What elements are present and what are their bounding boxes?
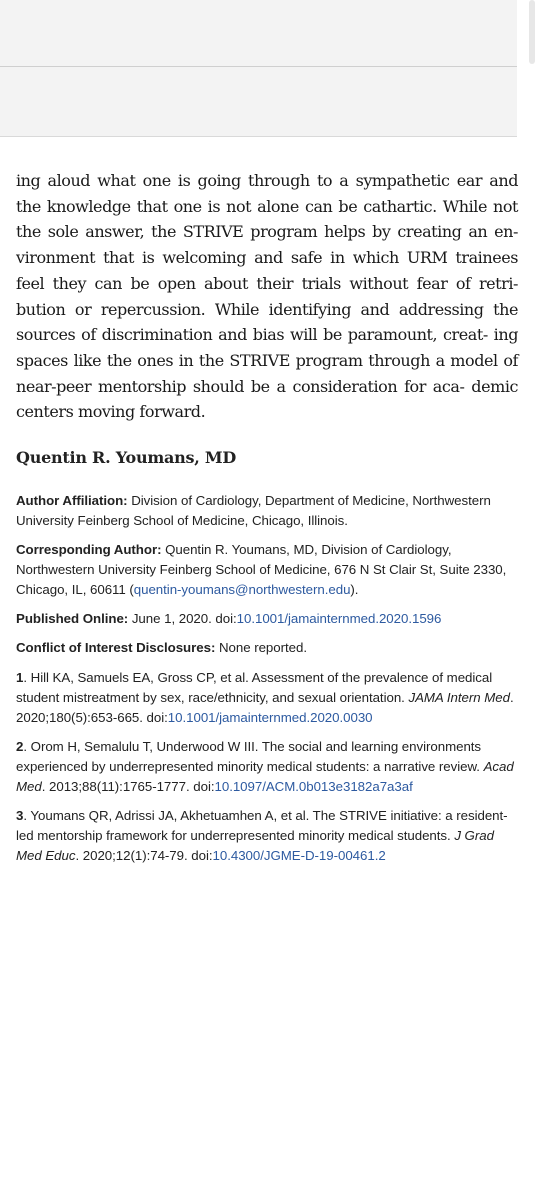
- body-line: vironment that is welcoming and safe in which URM trainees: [16, 248, 518, 268]
- reference-item: [16, 668, 518, 728]
- reference-citation: . 2020;180(5):653-665. doi:: [16, 690, 514, 726]
- reference-item: [16, 737, 518, 797]
- email-link[interactable]: quentin-youmans@northwestern.edu: [133, 582, 351, 598]
- reference-number: 3: [16, 808, 24, 824]
- body-line: sources of discrimination and bias will be paramount, creat-: [16, 325, 494, 345]
- affiliation-label: Author Affiliation:: [16, 493, 128, 509]
- body-line: the knowledge that one is not alone can be cathartic. While not: [16, 196, 518, 216]
- body-line: demic centers moving forward.: [16, 376, 518, 422]
- body-line: feel they can be open about their trials without fear of retri-: [16, 273, 518, 293]
- reference-journal: J Grad Med Educ: [16, 828, 494, 864]
- reference-journal: Acad Med: [16, 759, 514, 795]
- published-label: Published Online:: [16, 611, 129, 627]
- reference-list: [16, 668, 518, 866]
- body-line: ing aloud what one is going through to a sympathetic ear and: [16, 171, 518, 190]
- published-online: [16, 609, 518, 629]
- corresponding-text: Quentin R. Youmans, MD, Division of Cardiology, Northwestern University Feinberg School of Medicine, 676 N St Clair St, Suite 2330, Chicago, IL, 60611 (: [16, 542, 507, 598]
- reference-doi-link[interactable]: 10.4300/JGME-D-19-00461.2: [212, 848, 386, 864]
- corresponding-label: Corresponding Author:: [16, 542, 162, 558]
- reference-item: [16, 806, 518, 866]
- body-line: of near-peer mentorship should be a consideration for aca-: [16, 350, 518, 396]
- coi-label: Conflict of Interest Disclosures:: [16, 640, 216, 656]
- body-line: bution or repercussion. While identifying and addressing the: [16, 299, 518, 319]
- conflict-of-interest: [16, 638, 518, 658]
- article-content: [16, 168, 518, 875]
- reference-text: . Youmans QR, Adrissi JA, Akhetuamhen A, et al. The STRIVE initiative: a resident-led mentorship framework for underrepresented minority medical students.: [16, 808, 508, 844]
- reference-doi-link[interactable]: 10.1001/jamainternmed.2020.0030: [167, 710, 373, 726]
- reference-text: . Orom H, Semalulu T, Underwood W III. The social and learning environments experienced by underrepresented minority medical students: a narrative review.: [16, 739, 484, 775]
- scrollbar-track[interactable]: [517, 0, 539, 136]
- affiliation-text: Division of Cardiology, Department of Medicine, Northwestern University Feinberg School of Medicine, Chicago, Illinois.: [16, 493, 491, 529]
- corresponding-author: [16, 540, 518, 600]
- reference-text: . Hill KA, Samuels EA, Gross CP, et al. Assessment of the prevalence of medical student mistreatment by sex, race/ethnicity, and sexual orientation.: [16, 670, 493, 706]
- reference-number: 1: [16, 670, 24, 686]
- published-text: June 1, 2020. doi:: [128, 611, 237, 627]
- reference-citation: . 2020;12(1):74-79. doi:: [75, 848, 213, 864]
- reference-number: 2: [16, 739, 24, 755]
- body-line: ing spaces like the ones in the STRIVE program through a model: [16, 325, 518, 370]
- header-divider: [0, 66, 517, 67]
- reference-doi-link[interactable]: 10.1097/ACM.0b013e3182a7a3af: [214, 779, 413, 795]
- reference-citation: . 2013;88(11):1765-1777. doi:: [41, 779, 215, 795]
- author-affiliation: [16, 491, 518, 531]
- corresponding-close: ).: [350, 582, 359, 598]
- coi-text: None reported.: [215, 640, 307, 656]
- body-paragraph: [16, 168, 518, 425]
- reference-journal: JAMA Intern Med: [408, 690, 510, 706]
- scrollbar-thumb[interactable]: [529, 0, 535, 64]
- author-name: Quentin R. Youmans, MD: [16, 448, 236, 468]
- header-band: [0, 0, 517, 137]
- published-doi-link[interactable]: 10.1001/jamainternmed.2020.1596: [236, 611, 442, 627]
- body-line: the sole answer, the STRIVE program helps by creating an en-: [16, 222, 518, 242]
